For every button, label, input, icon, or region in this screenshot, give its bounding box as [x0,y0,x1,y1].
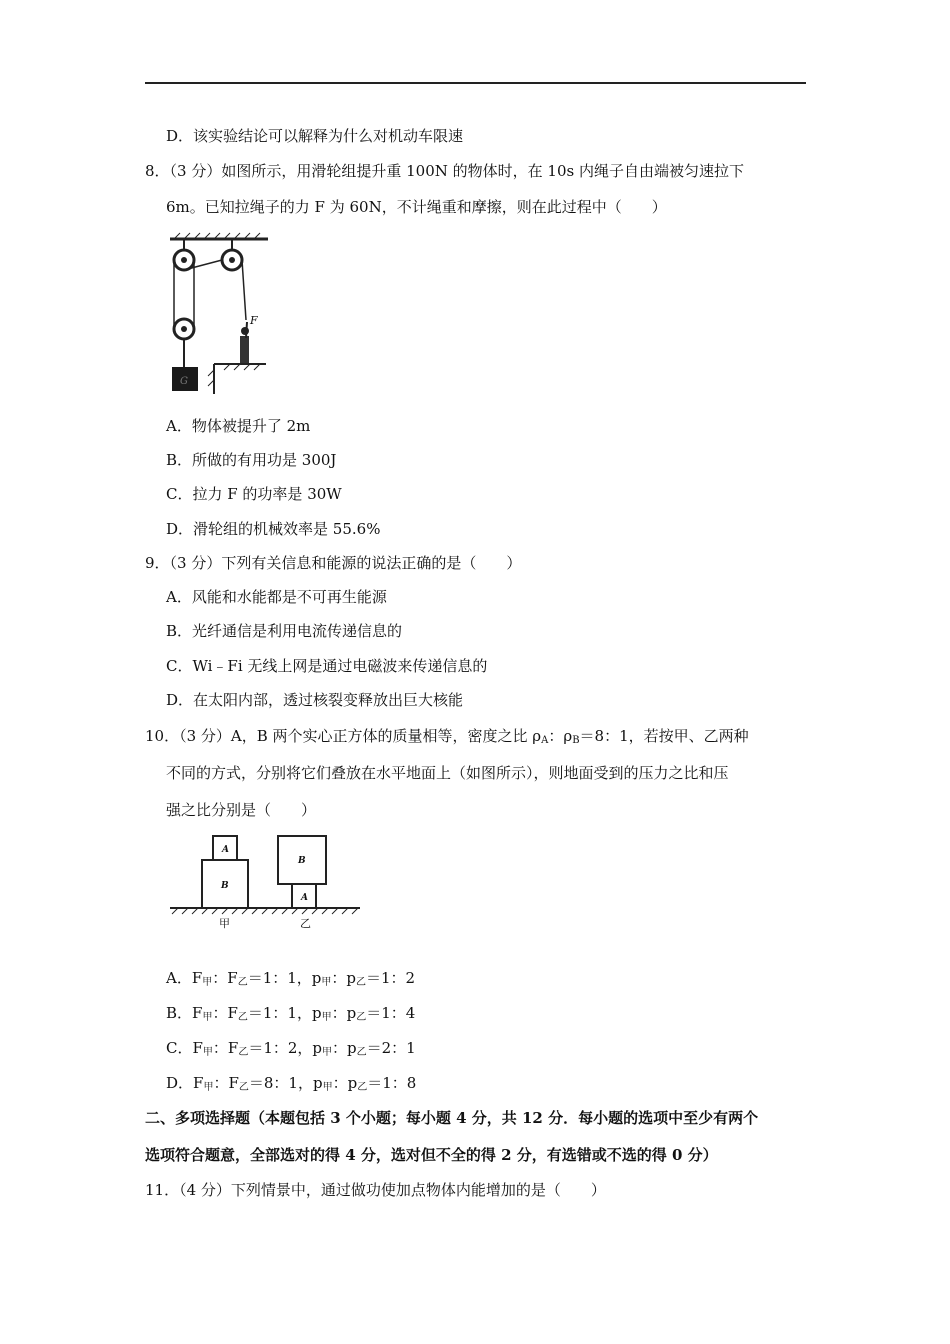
q8-option-c: C．拉力 F 的功率是 30W [166,485,342,503]
section2-heading-line2: 选项符合题意，全部选对的得 4 分，选对但不全的得 2 分，有选错或不选的得 0 分） [145,1146,718,1164]
q8-option-d: D．滑轮组的机械效率是 55.6% [166,520,381,538]
force-label: F [250,314,258,327]
q10-option-a: A．$F_甲$：$F_乙=1$：1，$p_甲$：$p_乙=1$：2 [166,969,416,988]
cubes-figure [168,832,364,932]
q11-stem: 11．（4 分）下列情景中，通过做功使加点物体内能增加的是（ ） [145,1181,606,1199]
q10-stem-line2: 不同的方式，分别将它们叠放在水平地面上（如图所示），则地面受到的压力之比和压 [166,764,729,782]
q9-option-b: B．光纤通信是利用电流传递信息的 [166,622,403,640]
weight-label: G [180,376,188,387]
q8-stem-line1: 8．（3 分）如图所示，用滑轮组提升重 100N 的物体时，在 10s 内绳子自由端被匀速拉下 [145,162,744,180]
q8-stem-line2: 6m。已知拉绳子的力 F 为 60N，不计绳重和摩擦，则在此过程中（ ） [166,198,667,216]
q10-option-b: B．$F_甲$：$F_乙=1$：1，$p_甲$：$p_乙=1$：4 [166,1004,416,1023]
q10-option-c: C．$F_甲$：$F_乙=1$：2，$p_甲$：$p_乙=2$：1 [166,1039,416,1058]
header-rule [145,82,806,84]
q9-option-c: C．Wi﹣Fi 无线上网是通过电磁波来传递信息的 [166,657,488,675]
section2-heading-line1: 二、多项选择题（本题包括 3 个小题；每小题 4 分，共 12 分．每小题的选项中至少有两个 [145,1109,759,1127]
q9-option-d: D．在太阳内部，透过核裂变释放出巨大核能 [166,691,464,709]
q9-option-a: A．风能和水能都是不可再生能源 [166,588,387,606]
prev-option-d: D．该实验结论可以解释为什么对机动车限速 [166,127,464,145]
label-jia: 甲 [219,917,230,930]
q8-option-a: A．物体被提升了 2m [166,417,311,435]
pulley-figure [166,232,276,400]
label-yi: 乙 [300,917,311,930]
q9-stem: 9．（3 分）下列有关信息和能源的说法正确的是（ ） [145,554,522,572]
svg-text:B: B [221,881,229,891]
svg-text:B: B [298,856,306,866]
q10-stem-line1: 10．（3 分）A，B 两个实心正方体的质量相等，密度之比 $\rho_A$：$\rho_B=8$：1，若按甲、乙两种 [145,727,749,746]
svg-text:A: A [301,893,308,903]
svg-text:A: A [222,845,229,855]
q10-option-d: D．$F_甲$：$F_乙=8$：1，$p_甲$：$p_乙=1$：8 [166,1074,417,1093]
q8-option-b: B．所做的有用功是 300J [166,451,337,469]
q10-stem-line3: 强之比分别是（ ） [166,801,317,819]
